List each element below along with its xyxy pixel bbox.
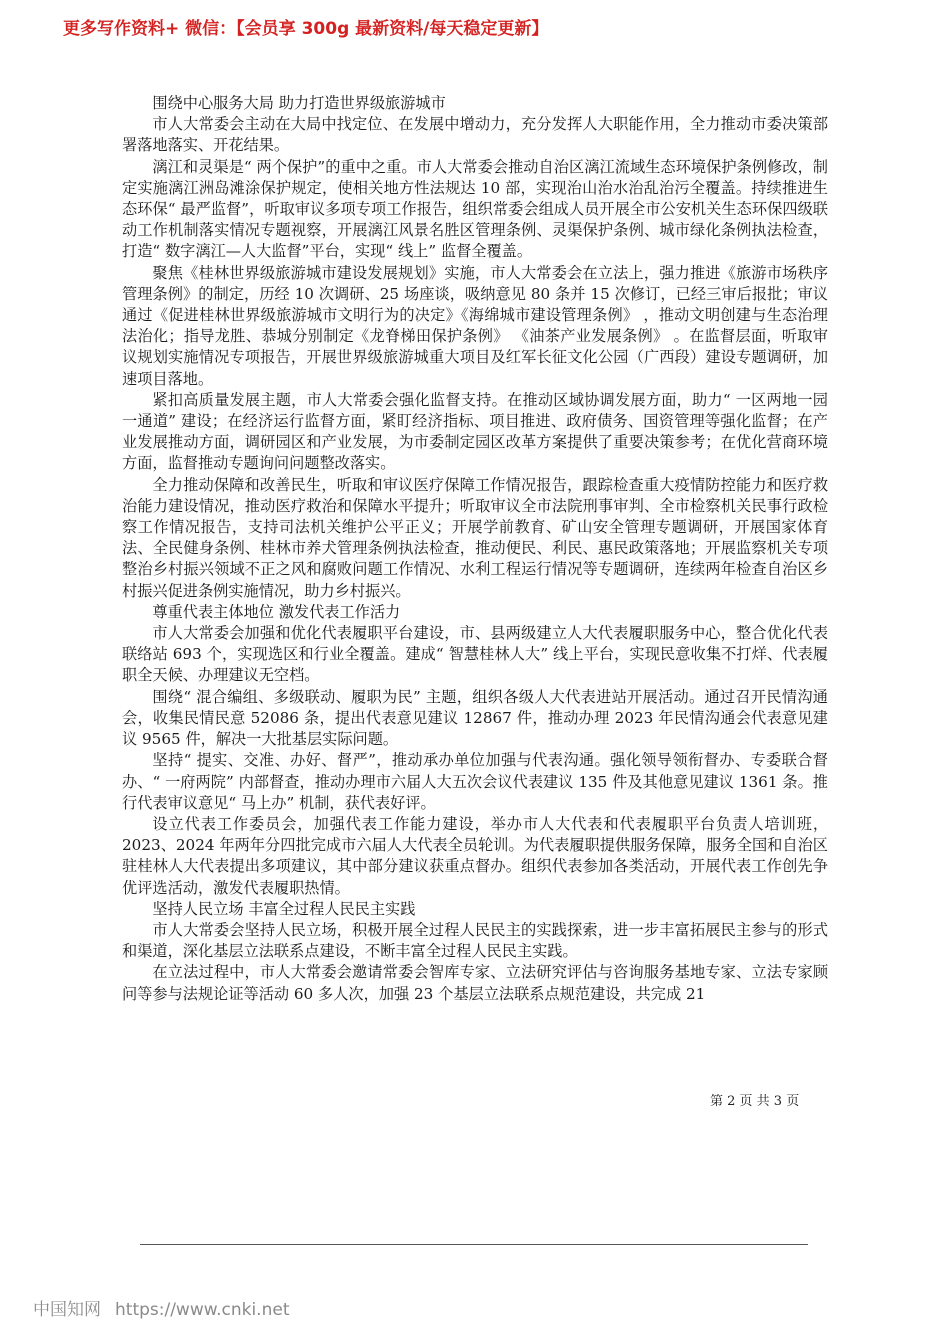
section-heading-3: 坚持人民立场 丰富全过程人民民主实践 (152, 899, 416, 918)
document-body (122, 93, 828, 1005)
paragraph: 在立法过程中，市人大常委会邀请常委会智库专家、立法研究评估与咨询服务基地专家、立法专家顾问等参与法规论证等活动 60 多人次，加强 23 个基层立法联系点规范建设，共完成 21 (122, 963, 828, 1003)
paragraph: 坚持“ 提实、交准、办好、督严”，推动承办单位加强与代表沟通。强化领导领衔督办、专委联合督办、“ 一府两院” 内部督查，推动办理市六届人大五次会议代表建议 135 件及其他意见建议 1361 条。推行代表审议意见“ 马上办” 机制，获代表好评。 (122, 751, 828, 812)
paragraph: 市人大常委会加强和优化代表履职平台建设，市、县两级建立人大代表履职服务中心，整合优化代表联络站 693 个，实现选区和行业全覆盖。建成“ 智慧桂林人大” 线上平台，实现民意收集不打烊、代表履职全天候、办理建议无空档。 (122, 624, 828, 685)
paragraph: 漓江和灵渠是“ 两个保护”的重中之重。市人大常委会推动自治区漓江流域生态环境保护条例修改，制定实施漓江洲岛滩涂保护规定，使相关地方性法规达 10 部，实现治山治水治乱治污全覆盖。持续推进生态环保“ 最严监督”，听取审议多项专项工作报告，组织常委会组成人员开展全市公安机关生态环保四级联动工作机制落实情况专题视察，开展漓江风景名胜区管理条例、灵渠保护条例、城市绿化条例执法检查，打造“ 数字漓江—人大监督”平台，实现“ 线上” 监督全覆盖。 (122, 157, 828, 261)
promo-banner: 更多写作资料+ 微信：【会员享 300g 最新资料/每天稳定更新】 (63, 19, 549, 39)
section-heading-2: 尊重代表主体地位 激发代表工作活力 (152, 602, 401, 621)
cnki-url: https://www.cnki.net (115, 1300, 290, 1320)
paragraph: 聚焦《桂林世界级旅游城市建设发展规划》实施，市人大常委会在立法上，强力推进《旅游市场秩序管理条例》的制定，历经 10 次调研、25 场座谈，吸纳意见 80 条并 15 次修订，已经三审后报批；审议通过《促进桂林世界级旅游城市文明行为的决定》《海绵城市建设管理条例》 ，推动文明创建与生态治理法治化；指导龙胜、恭城分别制定《龙脊梯田保护条例》 《油茶产业发展条例》 。在监督层面，听取审议规划实施情况专项报告，开展世界级旅游城重大项目及红军长征文化公园（广西段）建设专题调研，加速项目落地。 (122, 263, 828, 388)
page-number: 第 2 页 共 3 页 (710, 1094, 800, 1109)
paragraph: 市人大常委会主动在大局中找定位、在发展中增动力，充分发挥人大职能作用，全力推动市委决策部署落地落实、开花结果。 (122, 115, 828, 155)
cnki-watermark (33, 1295, 289, 1320)
paragraph: 围绕“ 混合编组、多级联动、履职为民” 主题，组织各级人大代表进站开展活动。通过召开民情沟通会，收集民情民意 52086 条，提出代表意见建议 12867 件，推动办理 2023 年民情沟通会代表意见建议 9565 件，解决一大批基层实际问题。 (122, 687, 828, 749)
footer-divider (140, 1244, 808, 1245)
cnki-logo-text: 中国知网 (33, 1300, 101, 1320)
paragraph: 市人大常委会坚持人民立场，积极开展全过程人民民主的实践探索，进一步丰富拓展民主参与的形式和渠道，深化基层立法联系点建设，不断丰富全过程人民民主实践。 (122, 920, 828, 961)
section-heading-1: 围绕中心服务大局 助力打造世界级旅游城市 (152, 94, 446, 112)
paragraph: 设立代表工作委员会，加强代表工作能力建设，举办市人大代表和代表履职平台负责人培训班，2023、2024 年两年分四批完成市六届人大代表全员轮训。为代表履职提供服务保障，服务全国和自治区驻桂林人大代表提出多项建议，其中部分建议获重点督办。组织代表参加各类活动，开展代表工作创先争优评选活动，激发代表履职热情。 (122, 814, 828, 897)
paragraph: 紧扣高质量发展主题，市人大常委会强化监督支持。在推动区域协调发展方面，助力“ 一区两地一园一通道” 建设；在经济运行监督方面，紧盯经济指标、项目推进、政府债务、国资管理等强化监督；在产业发展推动方面，调研园区和产业发展，为市委制定园区改革方案提供了重要决策参考；在优化营商环境方面，监督推动专题询问问题整改落实。 (122, 390, 828, 473)
paragraph: 全力推动保障和改善民生，听取和审议医疗保障工作情况报告，跟踪检查重大疫情防控能力和医疗救治能力建设情况，推动医疗救治和保障水平提升；听取审议全市法院刑事审判、全市检察机关民事行政检察工作情况报告，支持司法机关维护公平正义；开展学前教育、矿山安全管理专题调研，开展国家体育法、全民健身条例、桂林市养犬管理条例执法检查，推动便民、利民、惠民政策落地；开展监察机关专项整治乡村振兴领域不正之风和腐败问题工作情况、水利工程运行情况等专题调研，连续两年检查自治区乡村振兴促进条例实施情况，助力乡村振兴。 (122, 475, 828, 600)
